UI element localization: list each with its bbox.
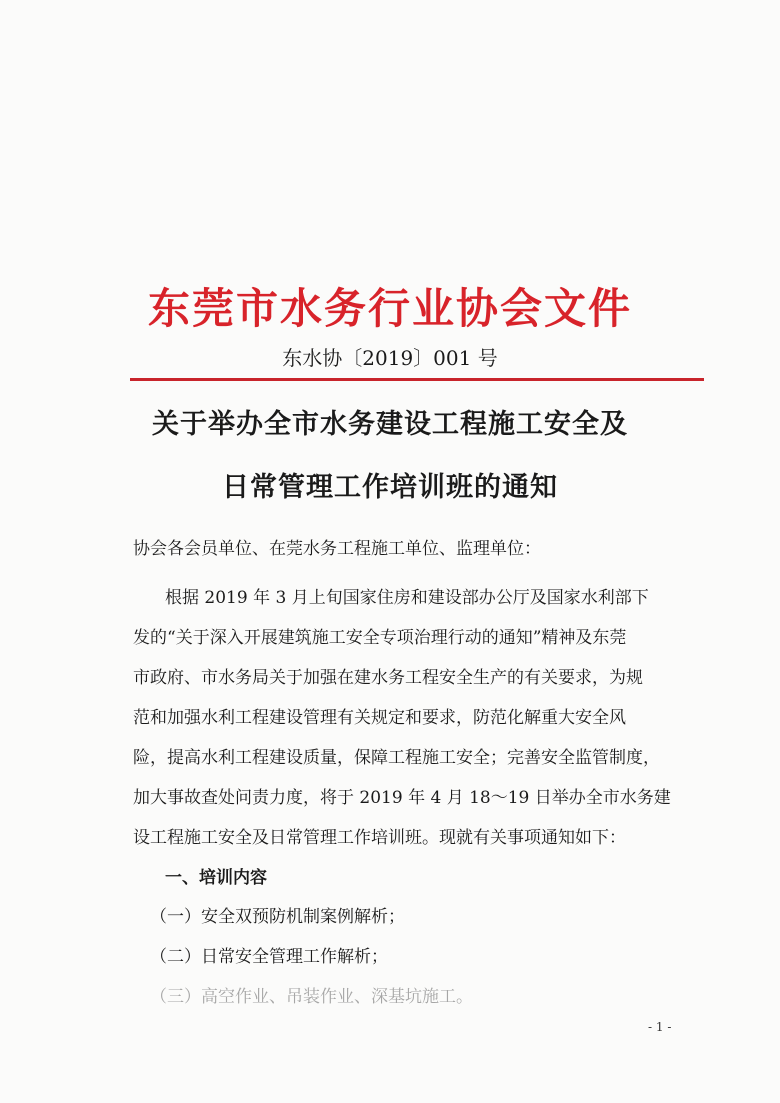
paragraph-line: 险，提高水利工程建设质量，保障工程施工安全；完善安全监管制度， [133, 748, 660, 768]
paragraph-line: 发的“关于深入开展建筑施工安全专项治理行动的通知”精神及东莞 [133, 628, 627, 648]
notice-title-line-2: 日常管理工作培训班的通知 [222, 472, 558, 503]
list-item: （一）安全双预防机制案例解析； [150, 907, 405, 927]
section-heading: 一、培训内容 [165, 868, 267, 888]
paragraph-line: 加大事故查处问责力度，将于 2019 年 4 月 18～19 日举办全市水务建 [133, 788, 671, 808]
page-number: - 1 - [648, 1020, 672, 1034]
org-header-title: 东莞市水务行业协会文件 [147, 284, 632, 333]
document-number: 东水协〔2019〕001 号 [282, 346, 498, 370]
paragraph-line: 市政府、市水务局关于加强在建水务工程安全生产的有关要求，为规 [133, 668, 643, 688]
paragraph-line: 范和加强水利工程建设管理有关规定和要求，防范化解重大安全风 [133, 708, 626, 728]
list-item: （三）高空作业、吊装作业、深基坑施工。 [150, 987, 473, 1007]
list-item: （二）日常安全管理工作解析； [150, 947, 388, 967]
paragraph-line: 根据 2019 年 3 月上旬国家住房和建设部办公厅及国家水利部下 [165, 588, 649, 608]
red-divider-line [130, 378, 704, 381]
notice-title-line-1: 关于举办全市水务建设工程施工安全及 [152, 409, 628, 440]
paragraph-line: 设工程施工安全及日常管理工作培训班。现就有关事项通知如下： [133, 828, 626, 848]
salutation: 协会各会员单位、在莞水务工程施工单位、监理单位： [133, 539, 541, 559]
